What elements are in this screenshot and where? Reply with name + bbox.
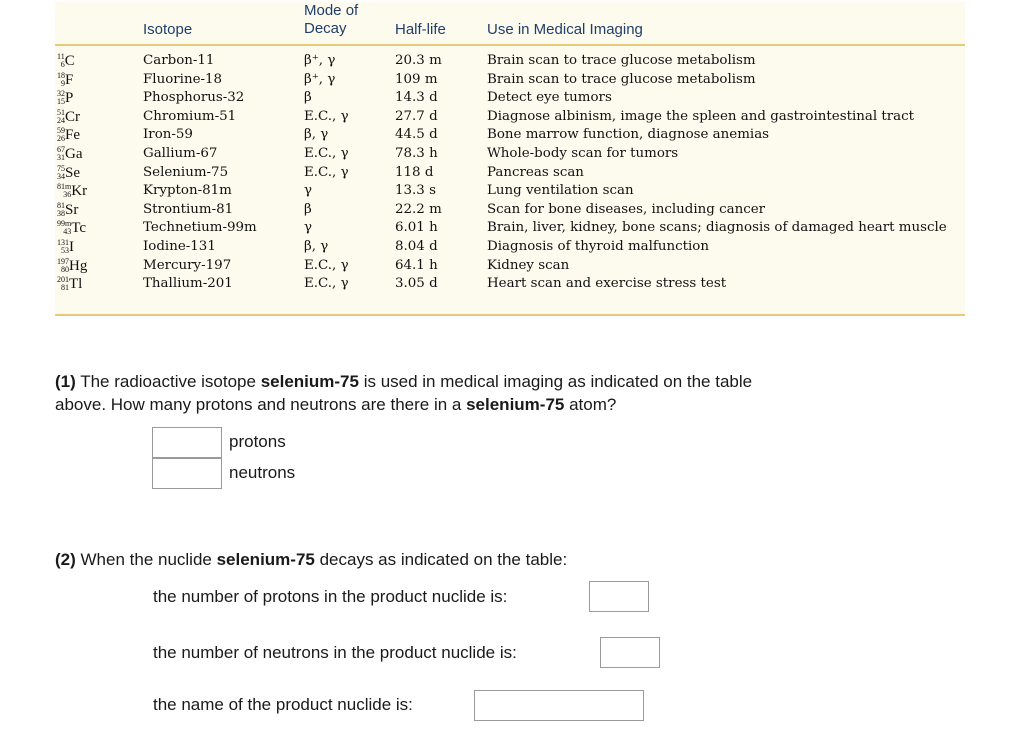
isotope-name: Iodine-131 [143,238,216,254]
atomic-number: 43 [63,227,72,237]
isotope-name: Krypton-81m [143,183,232,199]
decay-mode: β [304,201,312,217]
half-life: 13.3 s [395,183,436,199]
q2-text-a: When the nuclide [75,550,217,569]
half-life: 22.2 m [395,201,442,217]
header-isotope: Isotope [143,21,193,38]
product-protons-input[interactable] [589,581,649,612]
element-symbol: Se [65,164,80,181]
element-symbol: Tl [69,276,83,293]
table-row [55,257,965,276]
header-mode-line2: Decay [304,20,347,37]
mass-number: 99m [57,219,72,229]
decay-mode: γ [304,183,313,199]
isotope-name: Strontium-81 [143,201,234,217]
nuclide-symbol [57,164,80,182]
decay-mode: β, γ [304,127,329,143]
nuclide-symbol [57,257,87,275]
half-life: 27.7 d [395,108,438,124]
mass-number: 59 [57,126,65,136]
medical-use: Diagnose albinism, image the spleen and gastrointestinal tract [487,108,915,124]
element-symbol: Ga [65,145,83,162]
half-life: 20.3 m [395,53,442,68]
decay-mode: β⁺, γ [304,53,336,68]
mass-number: 81 [57,200,65,210]
element-symbol: Tc [71,220,87,237]
q1-bold-a: selenium-75 [260,372,359,391]
mass-number: 75 [57,163,65,173]
half-life: 44.5 d [395,127,438,143]
nuclide-symbol [57,89,73,107]
atomic-number: 38 [57,208,65,218]
half-life: 109 m [395,71,438,87]
question-2 [55,548,955,571]
medical-use: Brain scan to trace glucose metabolism [487,53,756,68]
q1-number: (1) [55,372,76,391]
element-symbol: Sr [65,201,79,218]
decay-mode: E.C., γ [304,108,349,124]
half-life: 14.3 d [395,90,438,106]
q2-text-b: decays as indicated on the table: [314,550,568,569]
medical-use: Diagnosis of thyroid malfunction [487,238,709,254]
isotope-name: Selenium-75 [143,164,229,180]
isotope-name: Thallium-201 [143,276,233,292]
mass-number: 51 [57,107,65,117]
table-row [55,89,965,108]
q2-bold-a: selenium-75 [216,550,315,569]
atomic-number: 15 [57,97,65,107]
table-row [55,275,965,294]
neutrons-label: neutrons [229,463,296,482]
product-protons-prompt: the number of protons in the product nuclide is: [153,587,508,606]
q1-text-d: atom? [564,395,617,414]
medical-use: Bone marrow function, diagnose anemias [487,127,770,143]
element-symbol: C [64,53,75,69]
table-row [55,238,965,257]
medical-use: Brain, liver, kidney, bone scans; diagnosis of damaged heart muscle [487,220,947,236]
atomic-number: 24 [57,115,65,125]
nuclide-symbol [57,201,78,219]
mass-number: 131 [57,237,69,247]
header-half-life: Half-life [395,21,446,38]
atomic-number: 6 [60,60,65,69]
table-row [55,219,965,238]
q1-text-a: The radioactive isotope [75,372,261,391]
atomic-number: 80 [61,264,69,274]
isotope-name: Chromium-51 [143,108,237,124]
isotope-name: Gallium-67 [143,145,218,161]
table-row [55,52,965,71]
half-life: 64.1 h [395,257,438,273]
q1-text-b: is used in medical imaging as indicated on the table [358,372,753,391]
neutrons-input[interactable] [152,458,222,489]
element-symbol: P [65,90,74,107]
mass-number: 81m [57,182,72,192]
medical-use: Pancreas scan [487,164,584,180]
product-name-prompt: the name of the product nuclide is: [153,695,413,714]
mass-number: 18 [57,70,65,80]
isotope-name: Technetium-99m [143,220,257,236]
nuclide-symbol [57,145,83,163]
isotope-name: Mercury-197 [143,257,232,273]
product-neutrons-prompt: the number of neutrons in the product nuclide is: [153,643,517,662]
product-name-input[interactable] [474,690,644,721]
protons-label: protons [229,432,286,451]
element-symbol: Hg [69,257,88,274]
medical-use: Scan for bone diseases, including cancer [487,201,766,217]
element-symbol: Cr [65,108,80,125]
question-1 [55,370,955,416]
atomic-number: 31 [57,152,65,162]
half-life: 118 d [395,164,434,180]
table-row [55,201,965,220]
table-row [55,145,965,164]
half-life: 78.3 h [395,145,438,161]
mass-number: 201 [57,275,69,285]
nuclide-symbol [57,108,80,126]
half-life: 3.05 d [395,276,438,292]
medical-use: Lung ventilation scan [487,183,634,199]
table-row [55,108,965,127]
decay-mode: E.C., γ [304,164,349,180]
q1-text-c: above. How many protons and neutrons are there in a [55,395,467,414]
atomic-number: 9 [61,78,65,88]
atomic-number: 34 [57,171,65,181]
nuclide-symbol [57,275,82,293]
decay-mode: β [304,90,312,106]
table-row [55,71,965,90]
medical-use: Kidney scan [487,257,570,273]
element-symbol: I [69,238,74,255]
element-symbol: F [65,71,74,88]
isotope-table [55,2,965,316]
decay-mode: E.C., γ [304,257,349,273]
half-life: 8.04 d [395,238,438,254]
isotope-name: Iron-59 [143,127,193,143]
nuclide-symbol [57,126,80,144]
decay-mode: β, γ [304,238,329,254]
table-row [55,182,965,201]
isotope-name: Fluorine-18 [143,71,223,87]
isotope-name: Phosphorus-32 [143,90,245,106]
header-mode-line1: Mode of [304,2,359,19]
atomic-number: 36 [63,190,72,200]
q1-bold-b: selenium-75 [466,395,565,414]
medical-use: Heart scan and exercise stress test [487,276,727,292]
q2-number: (2) [55,550,76,569]
nuclide-symbol [57,182,87,200]
decay-mode: β⁺, γ [304,71,336,87]
medical-use: Detect eye tumors [487,90,612,106]
table-row [55,126,965,145]
medical-use: Whole-body scan for tumors [487,145,679,161]
table-header [55,2,965,46]
nuclide-symbol [57,71,73,89]
header-mode-of-decay [304,2,358,38]
element-symbol: Kr [71,183,88,200]
table-body [55,52,965,294]
atomic-number: 26 [57,134,65,144]
element-symbol: Fe [65,127,80,144]
decay-mode: γ [304,220,313,236]
protons-input[interactable] [152,427,222,458]
header-use: Use in Medical Imaging [487,21,643,38]
mass-number: 32 [57,89,65,99]
atomic-number: 53 [61,245,69,255]
nuclide-symbol [57,238,74,256]
product-neutrons-input[interactable] [600,637,660,668]
mass-number: 67 [57,144,65,154]
nuclide-symbol [57,219,86,237]
table-row [55,164,965,183]
nuclide-symbol [57,52,75,70]
mass-number: 11 [57,52,65,61]
mass-number: 197 [57,256,69,266]
decay-mode: E.C., γ [304,276,349,292]
decay-mode: E.C., γ [304,145,349,161]
medical-use: Brain scan to trace glucose metabolism [487,71,756,87]
atomic-number: 81 [61,283,69,293]
isotope-name: Carbon-11 [143,53,215,68]
half-life: 6.01 h [395,220,438,236]
